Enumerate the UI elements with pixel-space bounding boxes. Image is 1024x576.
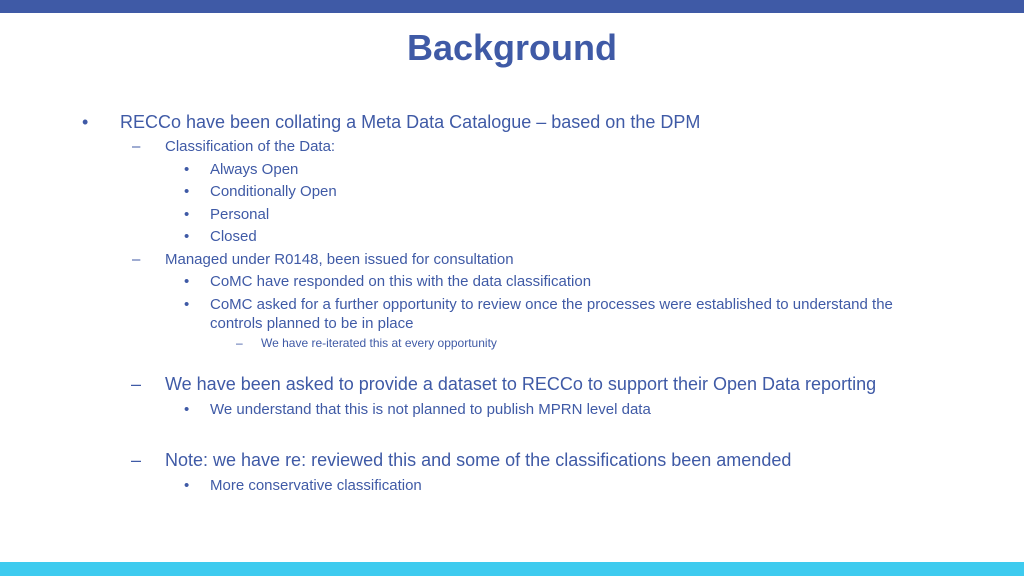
subbullet-text: Note: we have re: reviewed this and some of the classifications been amended [165, 450, 792, 470]
dash-marker: – [236, 336, 243, 350]
subbullet-text: We understand that this is not planned to publish MPRN level data [210, 401, 651, 418]
subbullet-text: Personal [210, 206, 270, 223]
subbullet-text: More conservative classification [210, 477, 422, 494]
dash-marker: – [131, 374, 142, 394]
subbullet-text: Classification of the Data: [165, 138, 336, 155]
subbullet-text: We have re-iterated this at every opportunity [261, 336, 497, 350]
bullet-text: RECCo have been collating a Meta Data Catalogue – based on the DPM [120, 112, 701, 132]
subbullet-text: We have been asked to provide a dataset to RECCo to support their Open Data reporting [165, 374, 877, 394]
slide-title: Background [406, 27, 618, 68]
subbullet-text: CoMC have responded on this with the data classification [210, 273, 592, 290]
bullet-marker: • [184, 273, 190, 290]
subbullet-text: Always Open [210, 161, 299, 178]
bullet-marker: • [184, 296, 190, 313]
subbullet-text: CoMC asked for a further opportunity to review once the processes were established to understand the [210, 296, 893, 313]
bullet-marker: • [184, 161, 190, 178]
dash-marker: – [132, 251, 141, 268]
dash-marker: – [131, 450, 142, 470]
subbullet-text: Managed under R0148, been issued for consultation [165, 251, 514, 268]
bullet-marker: • [184, 228, 190, 245]
top-accent-bar [0, 0, 1024, 13]
bottom-accent-bar [0, 562, 1024, 576]
bullet-marker: • [82, 112, 89, 132]
bullet-marker: • [184, 477, 190, 494]
subbullet-text-continued: controls planned to be in place [210, 315, 414, 332]
dash-marker: – [132, 138, 141, 155]
bullet-marker: • [184, 401, 190, 418]
bullet-marker: • [184, 183, 190, 200]
subbullet-text: Closed [210, 228, 257, 245]
subbullet-text: Conditionally Open [210, 183, 337, 200]
bullet-marker: • [184, 206, 190, 223]
